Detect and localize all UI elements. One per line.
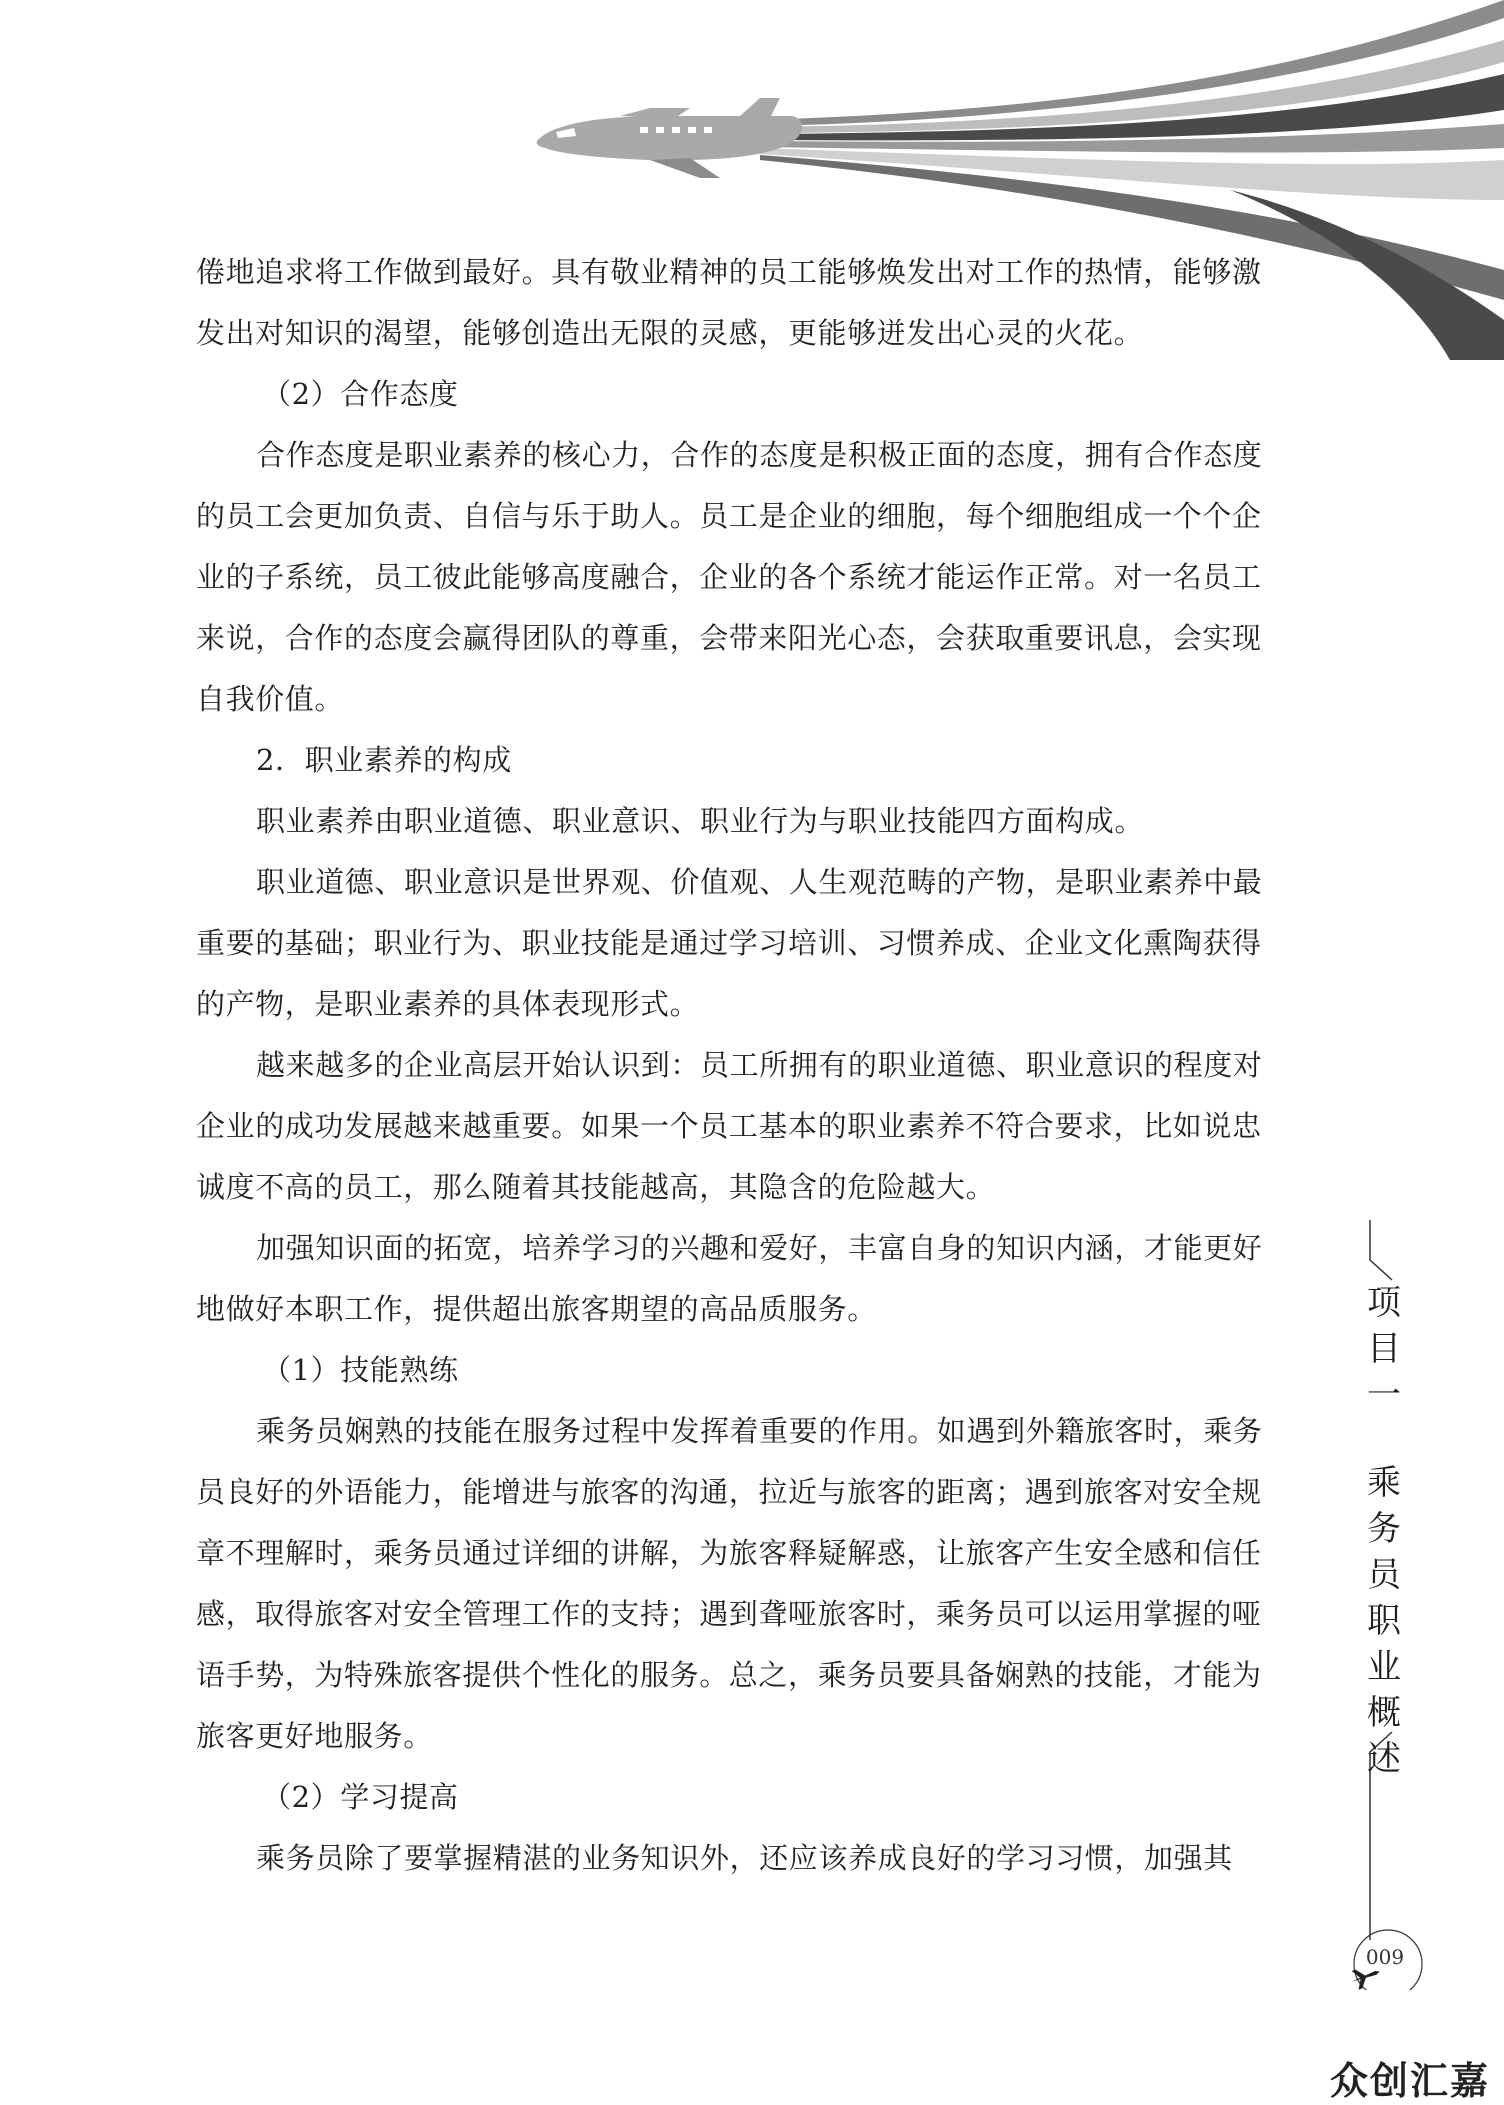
text-line: 语手势，为特殊旅客提供个性化的服务。总之，乘务员要具备娴熟的技能，才能为 [196, 1658, 1262, 1692]
section-heading-composition: 2．职业素养的构成 [256, 743, 512, 777]
paragraph [196, 1828, 1322, 1889]
side-char: 概 [1367, 1693, 1401, 1733]
text-line: 的产物，是职业素养的具体表现形式。 [196, 987, 700, 1021]
text-line: 员良好的外语能力，能增进与旅客的沟通，拉近与旅客的距离；遇到旅客对安全规 [196, 1475, 1262, 1509]
text-line: 业的子系统，员工彼此能够高度融合，企业的各个系统才能运作正常。对一名员工 [196, 560, 1262, 594]
side-char: 乘 [1367, 1463, 1401, 1503]
chapter-side-title [1364, 1280, 1404, 1782]
paragraph [196, 242, 1322, 364]
paragraph [196, 425, 1322, 730]
side-char: 业 [1367, 1647, 1401, 1687]
watermark-logo: 众创汇嘉 [1330, 2059, 1491, 2103]
text-line: 自我价值。 [196, 682, 345, 716]
side-char: 职 [1367, 1601, 1401, 1641]
side-char: 项 [1367, 1283, 1401, 1323]
subheading [196, 364, 1322, 425]
subheading-learning: （2）学习提高 [262, 1780, 459, 1814]
text-line: 乘务员除了要掌握精湛的业务知识外，还应该养成良好的学习习惯，加强其 [256, 1841, 1233, 1875]
subheading-cooperation: （2）合作态度 [262, 377, 459, 411]
paragraph [196, 852, 1322, 1035]
airplane-icon [537, 98, 803, 178]
body-text [196, 242, 1322, 1889]
text-line: 越来越多的企业高层开始认识到：员工所拥有的职业道德、职业意识的程度对 [256, 1048, 1263, 1082]
text-line: 发出对知识的渴望，能够创造出无限的灵感，更能够迸发出心灵的火花。 [196, 316, 1144, 350]
section-heading [196, 730, 1322, 791]
subheading [196, 1340, 1322, 1401]
text-line: 企业的成功发展越来越重要。如果一个员工基本的职业素养不符合要求，比如说忠 [196, 1109, 1262, 1143]
text-line: 的员工会更加负责、自信与乐于助人。员工是企业的细胞，每个细胞组成一个个企 [196, 499, 1262, 533]
text-line: 倦地追求将工作做到最好。具有敬业精神的员工能够焕发出对工作的热情，能够激 [196, 255, 1262, 289]
side-char: 一 [1367, 1375, 1401, 1415]
text-line: 来说，合作的态度会赢得团队的尊重，会带来阳光心态，会获取重要讯息，会实现 [196, 621, 1262, 655]
text-line: 合作态度是职业素养的核心力，合作的态度是积极正面的态度，拥有合作态度 [256, 438, 1263, 472]
text-line: 感，取得旅客对安全管理工作的支持；遇到聋哑旅客时，乘务员可以运用掌握的哑 [196, 1597, 1262, 1631]
text-line: 加强知识面的拓宽，培养学习的兴趣和爱好，丰富自身的知识内涵，才能更好 [256, 1231, 1263, 1265]
text-line: 职业素养由职业道德、职业意识、职业行为与职业技能四方面构成。 [256, 804, 1145, 838]
page-number: 009 [1365, 1945, 1405, 1969]
text-line: 地做好本职工作，提供超出旅客期望的高品质服务。 [196, 1292, 877, 1326]
subheading-skills: （1）技能熟练 [262, 1353, 459, 1387]
text-line: 章不理解时，乘务员通过详细的讲解，为旅客释疑解惑，让旅客产生安全感和信任 [196, 1536, 1262, 1570]
subheading [196, 1767, 1322, 1828]
stripe-5 [760, 148, 1504, 200]
paragraph [196, 1218, 1322, 1340]
side-char: 述 [1367, 1739, 1401, 1779]
text-line: 重要的基础；职业行为、职业技能是通过学习培训、习惯养成、企业文化熏陶获得 [196, 926, 1262, 960]
side-char: 目 [1367, 1329, 1401, 1369]
paragraph [196, 791, 1322, 852]
text-line: 乘务员娴熟的技能在服务过程中发挥着重要的作用。如遇到外籍旅客时，乘务 [256, 1414, 1263, 1448]
text-line: 职业道德、职业意识是世界观、价值观、人生观范畴的产物，是职业素养中最 [256, 865, 1263, 899]
side-char: 务 [1367, 1509, 1401, 1549]
text-line: 旅客更好地服务。 [196, 1719, 433, 1753]
paragraph [196, 1035, 1322, 1218]
paragraph [196, 1401, 1322, 1767]
text-line: 诚度不高的员工，那么随着其技能越高，其隐含的危险越大。 [196, 1170, 996, 1204]
side-char: 员 [1367, 1555, 1401, 1595]
